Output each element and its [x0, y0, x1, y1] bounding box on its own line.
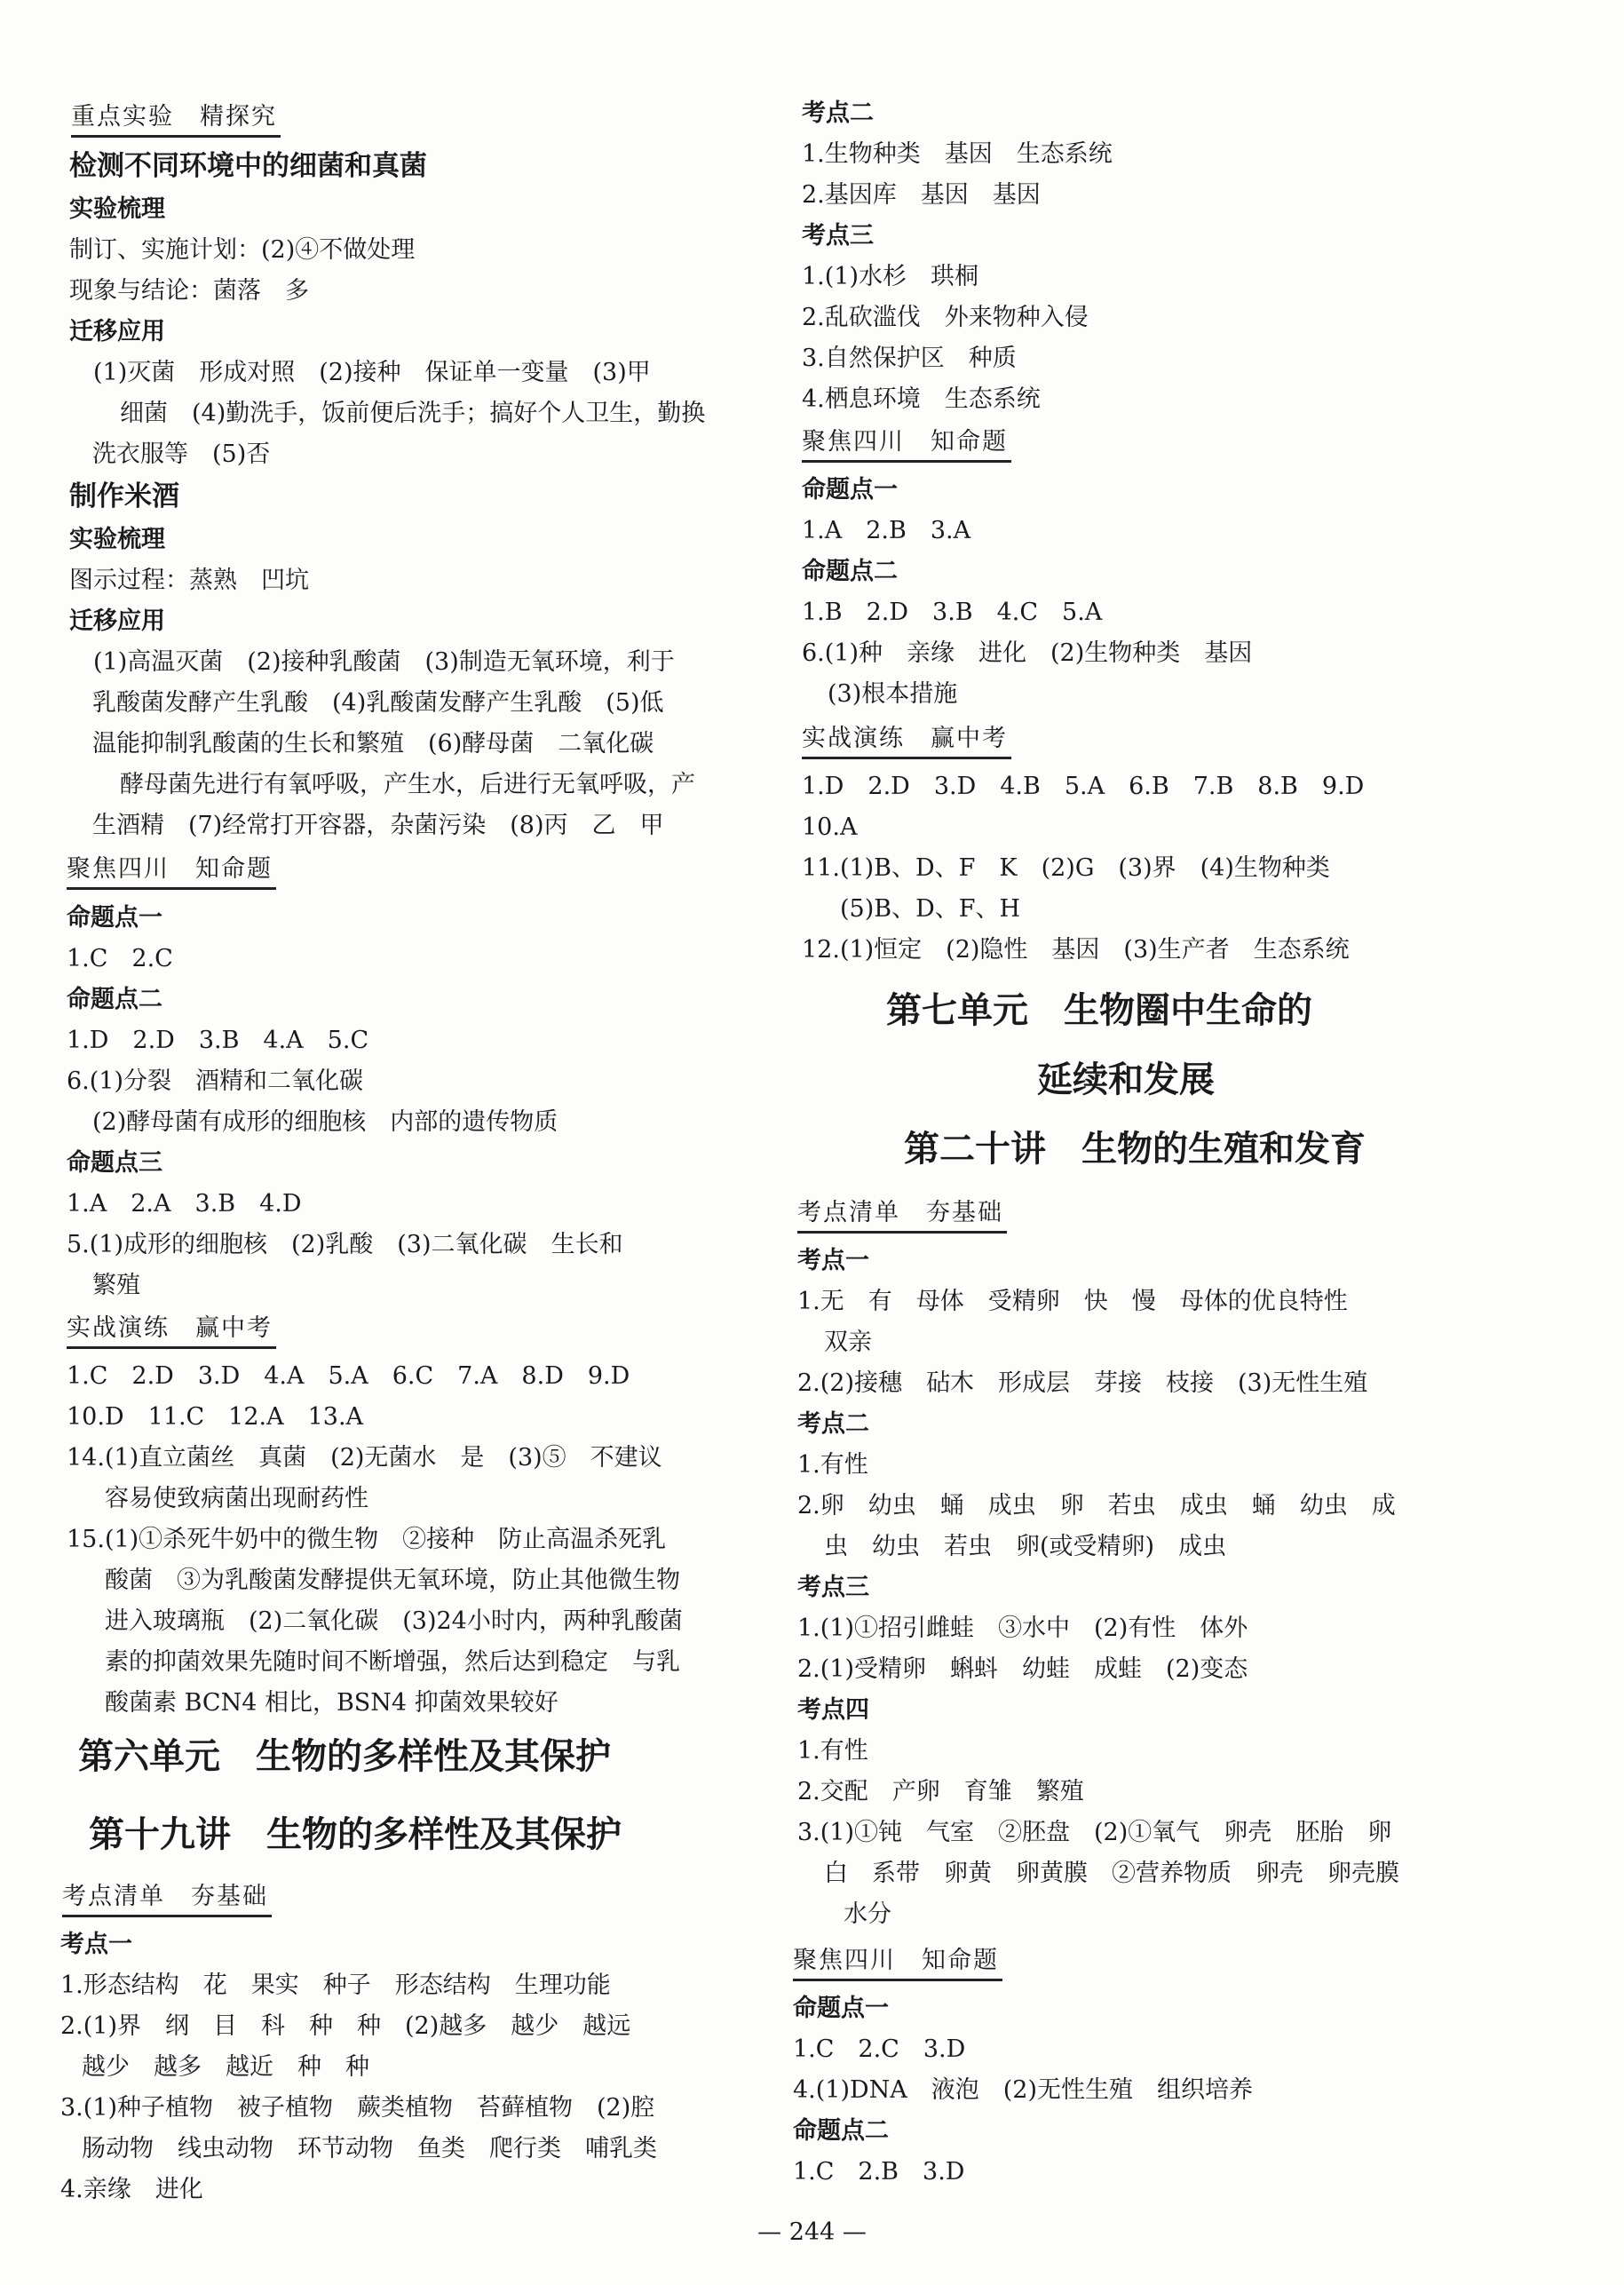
- right-line: 4.(1)DNA 液泡 (2)无性生殖 组织培养: [793, 2076, 1254, 2104]
- left-line: 聚焦四川 知命题: [67, 855, 273, 883]
- left-line: 第十九讲 生物的多样性及其保护: [89, 1814, 622, 1855]
- right-line: 2.(2)接穗 砧木 形成层 芽接 枝接 (3)无性生殖: [797, 1369, 1368, 1397]
- left-line: 越少 越多 越近 种 种: [82, 2053, 369, 2081]
- left-line: 10.D 11.C 12.A 13.A: [67, 1403, 364, 1431]
- left-line: 考点清单 夯基础: [62, 1883, 268, 1910]
- right-line: 3.(1)①钝 气室 ②胚盘 (2)①氧气 卵壳 胚胎 卵: [797, 1819, 1392, 1846]
- right-line: 1.C 2.C 3.D: [793, 2035, 966, 2063]
- left-line: 素的抑菌效果先随时间不断增强，然后达到稳定 与乳: [105, 1648, 680, 1676]
- right-line: 考点清单 夯基础: [797, 1199, 1003, 1226]
- right-line: 水分: [844, 1900, 891, 1928]
- left-line: 14.(1)直立菌丝 真菌 (2)无菌水 是 (3)⑤ 不建议: [67, 1444, 662, 1472]
- right-line: 10.A: [802, 813, 858, 841]
- left-line: 制作米酒: [69, 480, 179, 512]
- right-line: 白 系带 卵黄 卵黄膜 ②营养物质 卵壳 卵壳膜: [824, 1860, 1399, 1887]
- left-line: 4.亲缘 进化: [60, 2176, 203, 2203]
- right-line: 考点一: [797, 1247, 869, 1274]
- right-line: 第七单元 生物圈中生命的: [886, 990, 1312, 1031]
- right-line: 命题点一: [793, 1995, 889, 2022]
- left-line: 实验梳理: [69, 526, 165, 553]
- left-line: 2.(1)界 纲 目 科 种 种 (2)越多 越少 越远: [60, 2012, 631, 2040]
- left-line: (1)高温灭菌 (2)接种乳酸菌 (3)制造无氧环境，利于: [69, 648, 675, 676]
- right-line: 3.自然保护区 种质: [802, 345, 1017, 372]
- right-line: 1.有性: [797, 1737, 868, 1765]
- left-line: 繁殖: [92, 1272, 140, 1299]
- left-line: 温能抑制乳酸菌的生长和繁殖 (6)酵母菌 二氧化碳: [92, 730, 654, 758]
- left-line: 进入玻璃瓶 (2)二氧化碳 (3)24小时内，两种乳酸菌: [105, 1607, 683, 1635]
- right-line: 虫 幼虫 若虫 卵(或受精卵) 成虫: [824, 1533, 1227, 1560]
- left-line: 1.A 2.A 3.B 4.D: [67, 1190, 302, 1218]
- left-line: 迁移应用: [69, 607, 165, 635]
- right-line: 1.(1)水杉 珙桐: [802, 263, 979, 290]
- right-line: 2.(1)受精卵 蝌蚪 幼蛙 成蛙 (2)变态: [797, 1655, 1248, 1683]
- right-line: 双亲: [824, 1329, 872, 1356]
- left-line: 肠动物 线虫动物 环节动物 鱼类 爬行类 哺乳类: [82, 2135, 657, 2162]
- right-line: 1.生物种类 基因 生态系统: [802, 140, 1113, 168]
- right-line: 6.(1)种 亲缘 进化 (2)生物种类 基因: [802, 639, 1253, 667]
- right-line: 考点三: [797, 1574, 869, 1601]
- right-line: 1.D 2.D 3.D 4.B 5.A 6.B 7.B 8.B 9.D: [802, 773, 1365, 800]
- left-line: 命题点三: [67, 1149, 162, 1177]
- right-line: 第二十讲 生物的生殖和发育: [904, 1129, 1366, 1170]
- left-line: 酵母菌先进行有氧呼吸，产生水，后进行无氧呼吸，产: [120, 771, 695, 798]
- left-line: 实验梳理: [69, 195, 165, 223]
- left-line: 3.(1)种子植物 被子植物 蕨类植物 苔藓植物 (2)腔: [60, 2094, 655, 2122]
- left-line: 15.(1)①杀死牛奶中的微生物 ②接种 防止高温杀死乳: [67, 1526, 667, 1553]
- right-line: 聚焦四川 知命题: [793, 1947, 999, 1974]
- right-line: 命题点一: [802, 476, 898, 504]
- right-line: 1.(1)①招引雌蛙 ③水中 (2)有性 体外: [797, 1615, 1248, 1642]
- right-line: 11.(1)B、D、F K (2)G (3)界 (4)生物种类: [802, 854, 1330, 882]
- right-line: 延续和发展: [1037, 1059, 1215, 1100]
- left-line: 命题点二: [67, 986, 162, 1013]
- left-line: 6.(1)分裂 酒精和二氧化碳: [67, 1067, 364, 1095]
- left-line: 实战演练 赢中考: [67, 1314, 273, 1342]
- right-line: 1.无 有 母体 受精卵 快 慢 母体的优良特性: [797, 1288, 1348, 1315]
- right-line: (3)根本措施: [828, 680, 958, 708]
- right-line: 聚焦四川 知命题: [802, 428, 1008, 456]
- right-line: 2.交配 产卵 育雏 繁殖: [797, 1778, 1084, 1805]
- left-line: 考点一: [60, 1931, 132, 1958]
- right-line: 考点四: [797, 1696, 869, 1724]
- left-line: 图示过程：蒸熟 凹坑: [69, 567, 309, 594]
- right-line: 2.基因库 基因 基因: [802, 181, 1041, 209]
- left-line: 洗衣服等 (5)否: [92, 440, 271, 468]
- left-line: 1.D 2.D 3.B 4.A 5.C: [67, 1027, 369, 1054]
- right-line: 2.乱砍滥伐 外来物种入侵: [802, 304, 1089, 331]
- left-line: 1.形态结构 花 果实 种子 形态结构 生理功能: [60, 1972, 611, 1999]
- left-line: 酸菌 ③为乳酸菌发酵提供无氧环境，防止其他微生物: [105, 1567, 680, 1594]
- right-line: 12.(1)恒定 (2)隐性 基因 (3)生产者 生态系统: [802, 936, 1350, 964]
- left-line: 细菌 (4)勤洗手，饭前便后洗手；搞好个人卫生，勤换: [120, 400, 706, 427]
- left-line: 命题点一: [67, 904, 162, 932]
- right-line: 命题点二: [793, 2117, 889, 2145]
- left-line: 制订、实施计划：(2)④不做处理: [69, 236, 416, 264]
- right-line: 命题点二: [802, 558, 898, 585]
- right-line: 1.B 2.D 3.B 4.C 5.A: [802, 599, 1103, 626]
- left-line: 检测不同环境中的细菌和真菌: [69, 150, 427, 182]
- right-line: 2.卵 幼虫 蛹 成虫 卵 若虫 成虫 蛹 幼虫 成: [797, 1492, 1396, 1519]
- left-line: 1.C 2.C: [67, 945, 173, 972]
- left-line: 重点实验 精探究: [71, 103, 277, 131]
- left-line: (1)灭菌 形成对照 (2)接种 保证单一变量 (3)甲: [69, 359, 651, 386]
- left-line: 酸菌素 BCN4 相比，BSN4 抑菌效果较好: [105, 1689, 558, 1717]
- right-line: 1.C 2.B 3.D: [793, 2158, 965, 2186]
- right-line: 1.A 2.B 3.A: [802, 517, 971, 544]
- left-line: 现象与结论：菌落 多: [69, 277, 309, 305]
- left-line: 迁移应用: [69, 318, 165, 345]
- right-line: 4.栖息环境 生态系统: [802, 385, 1041, 413]
- left-line: 5.(1)成形的细胞核 (2)乳酸 (3)二氧化碳 生长和: [67, 1231, 623, 1258]
- left-line: 生酒精 (7)经常打开容器，杂菌污染 (8)丙 乙 甲: [92, 812, 664, 839]
- right-line: 考点三: [802, 222, 874, 250]
- right-line: (5)B、D、F、H: [840, 895, 1021, 923]
- right-line: 1.有性: [797, 1451, 868, 1479]
- left-line: 乳酸菌发酵产生乳酸 (4)乳酸菌发酵产生乳酸 (5)低: [92, 689, 664, 717]
- right-line: 考点二: [797, 1410, 869, 1438]
- left-line: 容易使致病菌出现耐药性: [105, 1485, 368, 1512]
- right-line: 考点二: [802, 99, 874, 127]
- page-number: — 244 —: [757, 2218, 867, 2246]
- left-line: 1.C 2.D 3.D 4.A 5.A 6.C 7.A 8.D 9.D: [67, 1362, 630, 1390]
- left-line: 第六单元 生物的多样性及其保护: [78, 1736, 611, 1777]
- right-line: 实战演练 赢中考: [802, 725, 1008, 752]
- left-line: (2)酵母菌有成形的细胞核 内部的遗传物质: [92, 1108, 558, 1136]
